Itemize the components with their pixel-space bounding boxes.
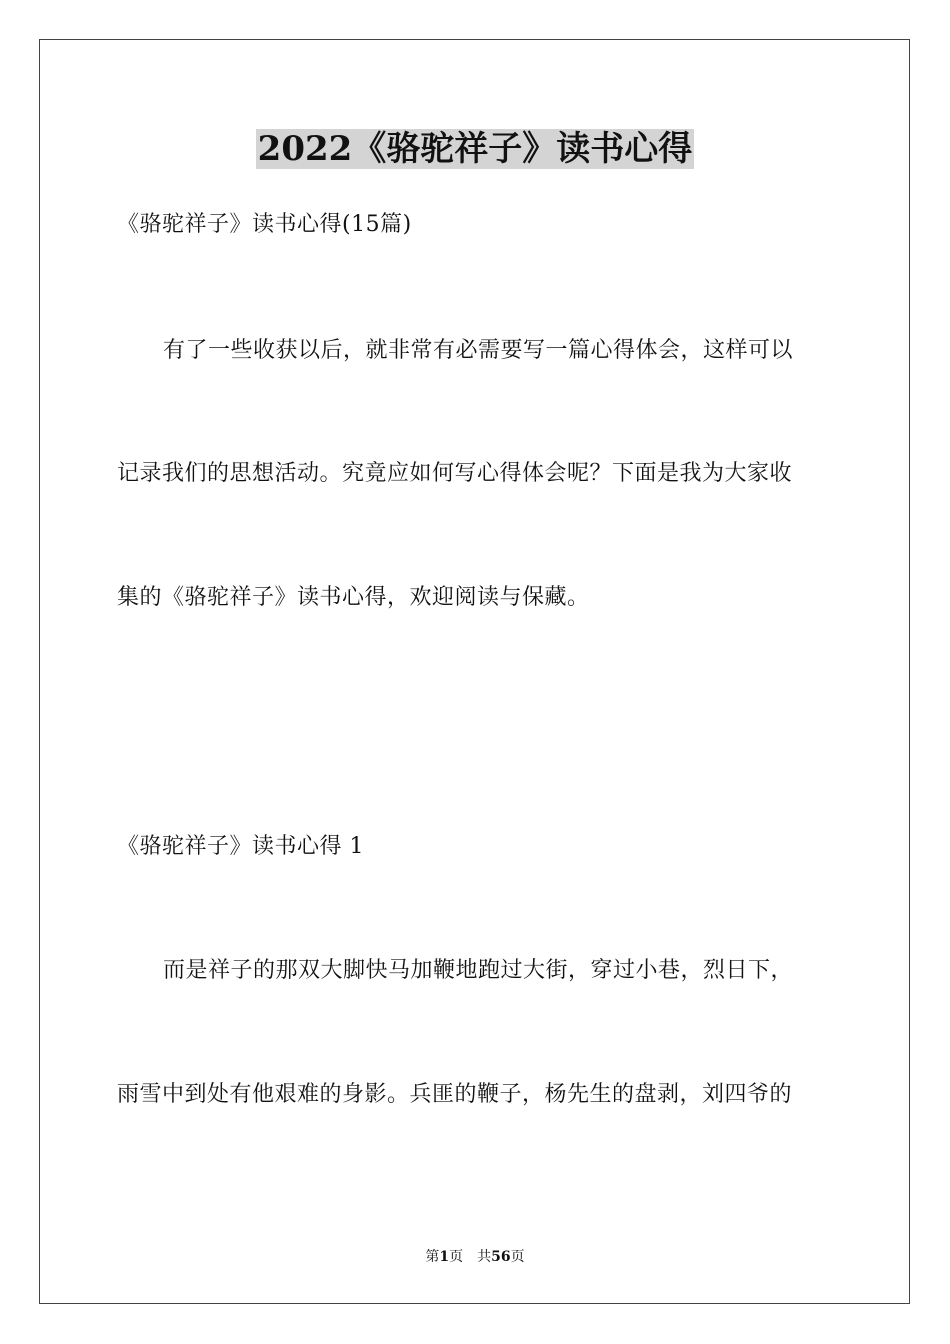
section-heading-1: 《骆驼祥子》读书心得 1 [117,834,364,859]
footer-mid: 页 共 [449,1249,492,1265]
document-title [0,125,950,173]
footer-total-pages: 56 [491,1249,511,1265]
intro-line-2: 记录我们的思想活动。究竟应如何写心得体会呢？下面是我为大家收 [117,461,793,486]
intro-line-1: 有了一些收获以后，就非常有必需要写一篇心得体会，这样可以 [163,338,794,363]
document-subtitle: 《骆驼祥子》读书心得(15篇) [117,212,412,237]
page-number-footer [0,1247,950,1267]
footer-suffix: 页 [510,1249,525,1265]
section1-line-1: 而是祥子的那双大脚快马加鞭地跑过大街，穿过小巷，烈日下， [163,958,794,983]
title-text: 2022《骆驼祥子》读书心得 [257,129,693,169]
footer-prefix: 第 [425,1249,440,1265]
footer-current-page: 1 [439,1249,450,1265]
section1-line-2: 雨雪中到处有他艰难的身影。兵匪的鞭子，杨先生的盘剥，刘四爷的 [117,1082,793,1107]
intro-line-3: 集的《骆驼祥子》读书心得，欢迎阅读与保藏。 [117,585,590,610]
